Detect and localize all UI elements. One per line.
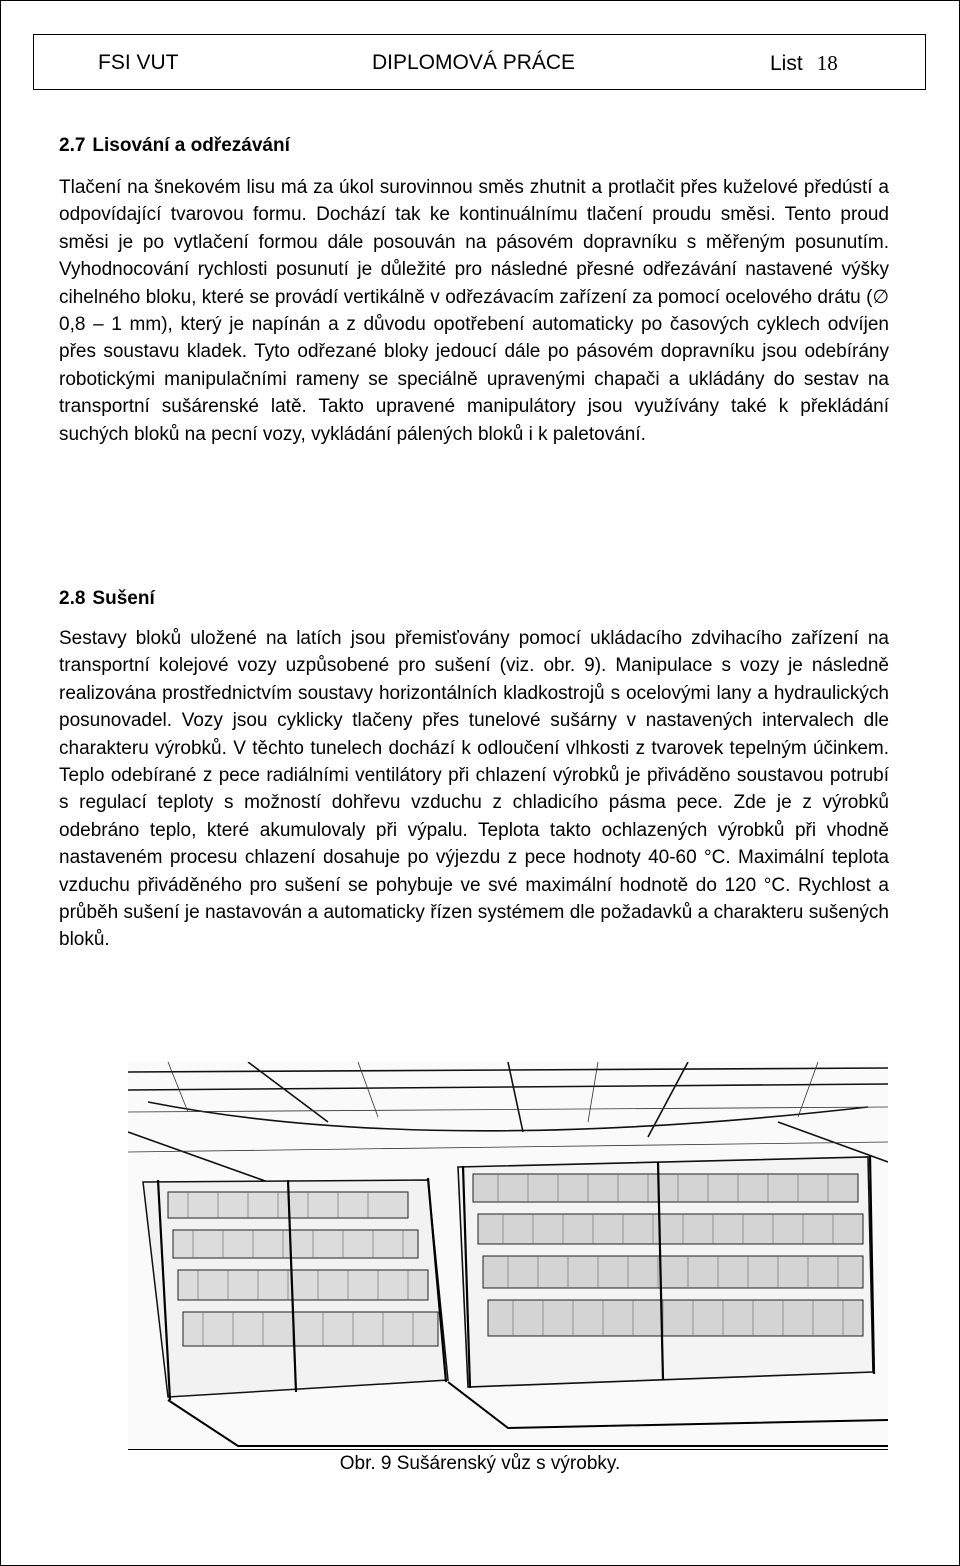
section-2-8 — [59, 586, 889, 612]
section-heading — [59, 586, 889, 612]
section-paragraph: Sestavy bloků uložené na latích jsou přemisťovány pomocí ukládacího zdvihacího zařízení na transportní kolejové vozy uzpůsobené pro sušení (viz. obr. 9). Manipulace s vozy je následně realizována prostřednictvím soustavy horizontálních kladkostrojů s ocelovými lany a hydraulických posunovadel. Vozy jsou cyklicky tlačeny přes tunelové sušárny v nastavených intervalech dle charakteru výrobků. V těchto tunelech dochází k odloučení vlhkosti z tvarovek tepelným účinkem. Teplo odebírané z pece radiálními ventilátory při chlazení výrobků je přiváděno soustavou potrubí s regulací teploty s možností dohřevu vzduchu z chladicího pásma pece. Zde je z výrobků odebráno teplo, které akumulovaly při výpalu. Teplota takto ochlazených výrobků při vhodně nastaveném procesu chlazení dosahuje po výjezdu z pece hodnoty 40-60 °C. Maximální teplota vzduchu přiváděného pro sušení se pohybuje ve své maximální hodnotě do 120 °C. Rychlost a průběh sušení je nastavován a automaticky řízen systémem dle požadavků a charakteru sušených bloků. — [59, 628, 889, 951]
section-number: 2.7 — [59, 135, 86, 156]
figure-caption: Obr. 9 Sušárenský vůz s výrobky. — [339, 1453, 621, 1474]
section-heading — [59, 133, 889, 159]
page-header — [33, 34, 926, 90]
section-2-7-body — [59, 174, 889, 448]
header-institution: FSI VUT — [98, 51, 179, 74]
section-number: 2.8 — [59, 588, 86, 609]
header-list-label: List — [770, 52, 803, 75]
header-document-type: DIPLOMOVÁ PRÁCE — [372, 51, 576, 74]
section-title: Lisování a odřezávání — [92, 135, 290, 156]
header-page-number: 18 — [816, 51, 838, 75]
section-2-7 — [59, 133, 889, 159]
section-2-8-body — [59, 625, 889, 954]
drying-car-photo — [128, 1062, 888, 1450]
header-page — [770, 50, 838, 77]
section-title: Sušení — [92, 588, 155, 609]
section-paragraph: Tlačení na šnekovém lisu má za úkol surovinnou směs zhutnit a protlačit přes kuželové předústí a odpovídající tvarovou formu. Dochází tak ke kontinuálnímu tlačení proudu směsi. Tento proud směsi je po vytlačení formou dále posouván na pásovém dopravníku s měřeným posunutím. Vyhodnocování rychlosti posunutí je důležité pro následné přesné odřezávání nastavené výšky cihelného bloku, které se provádí vertikálně v odřezávacím zařízení za pomocí ocelového drátu (∅ 0,8 – 1 mm), který je napínán a z důvodu opotřebení automaticky po časových cyklech odvíjen přes soustavu kladek. Tyto odřezané bloky jedoucí dále po pásovém dopravníku jsou odebírány robotickými manipulačními rameny se speciálně upravenými chapači a ukládány do sestav na transportní sušárenské latě. Takto upravené manipulátory jsou využívány také k překládání suchých bloků na pecní vozy, vykládání pálených bloků i k paletování. — [59, 177, 889, 445]
